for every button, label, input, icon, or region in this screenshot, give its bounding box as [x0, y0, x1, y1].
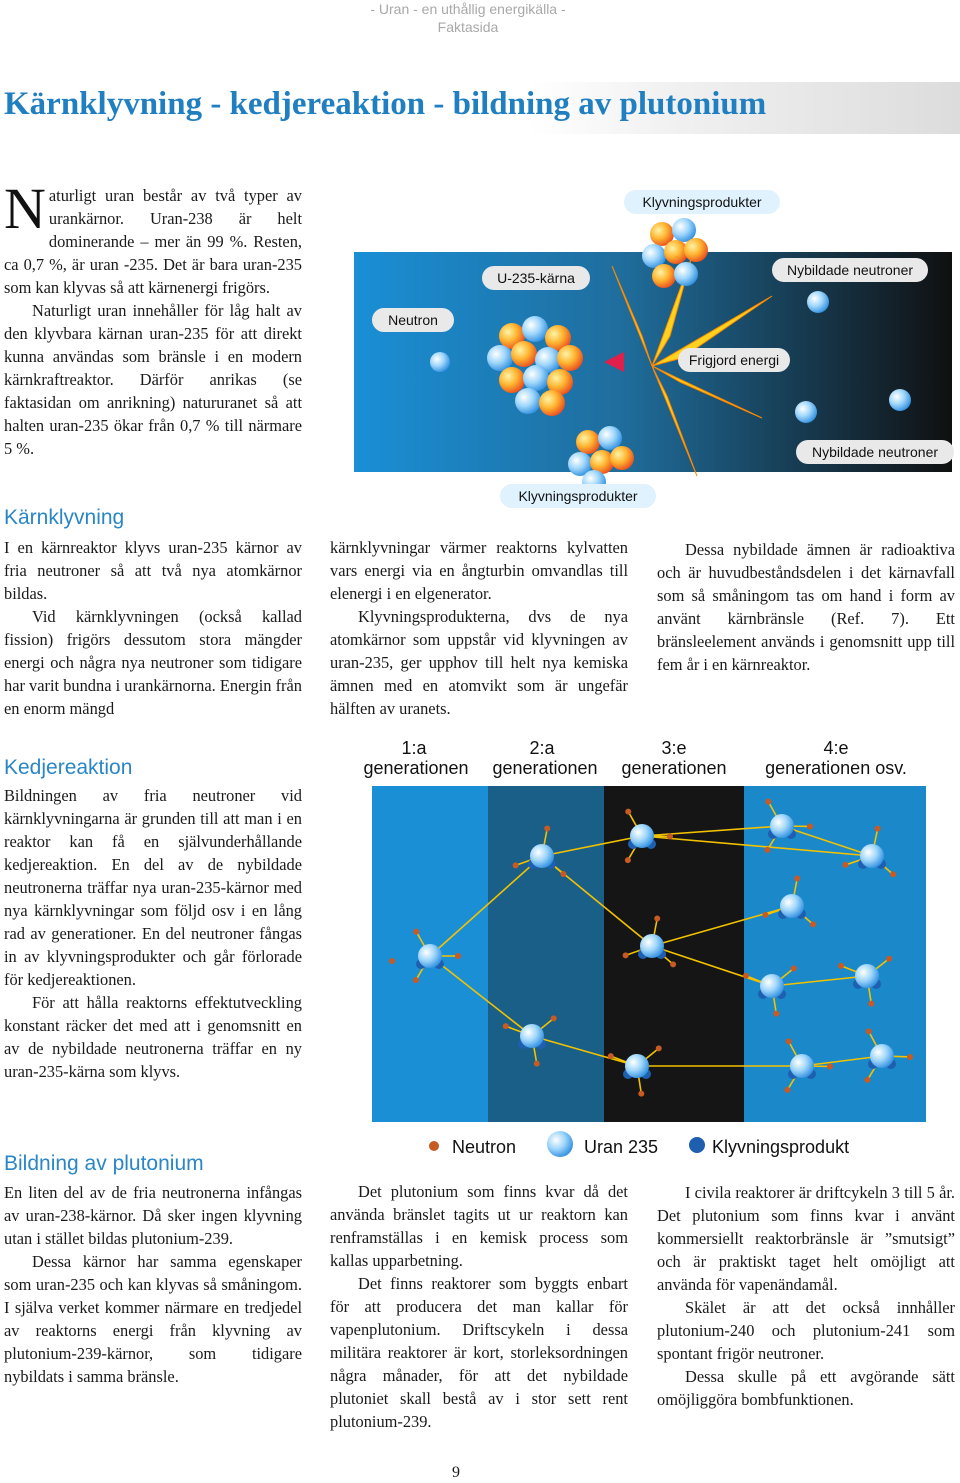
- neutron-dot: [455, 953, 461, 959]
- intro-text: [4, 176, 302, 460]
- neutron-dot: [907, 1054, 913, 1060]
- label-products-bottom: Klyvningsprodukter: [518, 488, 638, 504]
- new-neutron: [795, 401, 817, 423]
- neutron-dot: [551, 1015, 557, 1021]
- karnklyvning-col3: [657, 538, 955, 676]
- kedjereaktion-p1: Bildningen av fria neutroner vid kärnklyvningarna är grunden till att man i en reaktor kan få en självunderhållande kedjereaktion. En del av de nybildade neutronerna träffar nya uran-235-kärnor med nya kärnklyvningar som följd osv i en lång rad av generationer. En del neutroner fångas in av klyvningsprodukter och går förlorade för kedjereaktionen.: [4, 786, 302, 989]
- neutron-dot: [807, 823, 813, 829]
- neutron-dot: [560, 871, 566, 877]
- page-number: 9: [452, 1464, 460, 1481]
- neutron-dot: [608, 1053, 614, 1059]
- neutron-dot: [389, 958, 395, 964]
- neutron-dot: [762, 912, 768, 918]
- plutonium-col2-p1: Det plutonium som finns kvar då det använda bränslet tagits ut ur reaktorn kan renframställas i en kemisk process som kallas upparbetning.: [330, 1182, 628, 1270]
- uranium-nucleus: [625, 1054, 649, 1078]
- uranium-nucleus: [870, 1044, 894, 1068]
- plutonium-col3: [657, 1181, 955, 1411]
- neutron-dot: [784, 1087, 790, 1093]
- karnklyvning-col1: [4, 536, 302, 720]
- label-neutron: Neutron: [388, 312, 438, 328]
- running-header-line2: Faktasida: [437, 19, 499, 35]
- neutron-dot: [886, 956, 892, 962]
- uranium-nucleus: [855, 964, 879, 988]
- neutron-dot: [794, 875, 800, 881]
- neutron-dot: [413, 929, 419, 935]
- chain-reaction-diagram: [352, 736, 960, 1166]
- uranium-nucleus: [770, 814, 794, 838]
- plutonium-col1: [4, 1181, 302, 1388]
- karnklyvning-col1-p1: I en kärnreaktor klyvs uran-235 kärnor av fria neutroner så att två nya atomkärnor bildas.: [4, 538, 302, 603]
- neutron-dot: [513, 862, 519, 868]
- uranium-nucleus: [790, 1054, 814, 1078]
- kedjereaktion-text: [4, 784, 302, 1083]
- gen3-num: 3:e: [661, 738, 687, 758]
- legend: [429, 1131, 849, 1157]
- label-products-top: Klyvningsprodukter: [642, 194, 762, 210]
- running-header: [348, 0, 588, 36]
- neutron-dot: [868, 1001, 874, 1007]
- intro-paragraph-2: Naturligt uran innehåller för låg halt av den klyvbara kärnan uran-235 för att direkt kunna användas som bränsle i en modern kärnkraftreaktor. Därför anrikas (se faktasidan om anrikning) natururanet så att halten uran-235 ökar från 0,7 % till närmare 5 %.: [4, 301, 302, 458]
- fission-diagram: [352, 186, 960, 516]
- uranium-nucleus: [780, 894, 804, 918]
- generation-headers: [363, 738, 906, 778]
- neutron-dot: [743, 973, 749, 979]
- uranium-nucleus: [630, 824, 654, 848]
- legend-produkt-icon: [689, 1137, 705, 1153]
- heading-plutonium: Bildning av plutonium: [4, 1152, 204, 1175]
- karnklyvning-col3-p1: Dessa nybildade ämnen är radioaktiva och är huvudbeståndsdelen i det kärnavfall som så småningom tas om hand i form av använt kärnbränsle (Ref. 7). Ett bränsleelement används i genomsnitt upp till fem år i en kärnreaktor.: [657, 540, 955, 674]
- gen3-label: generationen: [621, 758, 727, 778]
- neutron-dot: [623, 952, 629, 958]
- neutron-dot: [890, 871, 896, 877]
- gen4-label: generationen osv.: [765, 758, 907, 778]
- neutron-dot: [638, 1091, 644, 1097]
- neutron-dot: [654, 915, 660, 921]
- legend-uran-icon: [547, 1131, 573, 1157]
- legend-neutron-label: Neutron: [452, 1137, 517, 1157]
- gen2-label: generationen: [492, 758, 598, 778]
- neutron-dot: [827, 1063, 833, 1069]
- gen4-num: 4:e: [823, 738, 849, 758]
- neutron-dot: [791, 965, 797, 971]
- karnklyvning-col1-p2: Vid kärnklyvningen (också kallad fission) frigörs dessutom stora mängder energi och några nya neutroner som tidigare har varit bundna i urankärnorna. Energin från en enorm mängd: [4, 607, 302, 718]
- uranium-nucleus: [530, 844, 554, 868]
- plutonium-col3-p2: Skälet är att det också innhåller plutonium-240 och plutonium-241 som spontant frigör neutroner.: [657, 1298, 955, 1363]
- neutron-dot: [786, 1038, 792, 1044]
- plutonium-col1-p2: Dessa kärnor har samma egenskaper som uran-235 och kan klyvas så småningom. I själva verket kommer närmare en tredjedel av reaktorns energi från klyvning av plutonium-239-kärnor, som tidigare nybildats i samma bränsle.: [4, 1252, 302, 1386]
- neutron-dot: [864, 1077, 870, 1083]
- page-title: Kärnklyvning - kedjereaktion - bildning av plutonium: [4, 86, 767, 122]
- karnklyvning-col2-p2: Klyvningsprodukterna, dvs de nya atomkärnor som uppstår vid klyvningen av uran-235, ger upphov till helt nya kemiska ämnen med en atomvikt som är ungefär hälften av uranets.: [330, 607, 628, 718]
- neutron-dot: [838, 963, 844, 969]
- label-u235: U-235-kärna: [497, 270, 575, 286]
- drop-cap: N: [4, 176, 46, 241]
- neutron-dot: [670, 961, 676, 967]
- neutron-dot: [765, 799, 771, 805]
- uranium-nucleus: [418, 944, 442, 968]
- neutron-dot: [656, 1045, 662, 1051]
- heading-karnklyvning: Kärnklyvning: [4, 506, 125, 529]
- new-neutron: [889, 389, 911, 411]
- uranium-nucleus: [520, 1024, 544, 1048]
- heading-kedjereaktion: Kedjereaktion: [4, 756, 133, 779]
- label-new-neutrons-top: Nybildade neutroner: [786, 262, 914, 278]
- intro-paragraph-1: [4, 176, 302, 299]
- karnklyvning-col2: [330, 536, 628, 720]
- uranium-nucleus: [860, 844, 884, 868]
- neutron-dot: [625, 857, 631, 863]
- legend-produkt-label: Klyvningsprodukt: [712, 1137, 850, 1157]
- label-new-neutrons-bottom: Nybildade neutroner: [811, 444, 939, 460]
- uranium-nucleus: [640, 934, 664, 958]
- gen2-num: 2:a: [529, 738, 555, 758]
- neutron-dot: [773, 1011, 779, 1017]
- neutron-dot: [810, 921, 816, 927]
- intro-p1-text: aturligt uran består av två typer av urankärnor. Uran-238 är helt dominerande – mer än 99 %. Resten, ca 0,7 %, är uran -235. Det är bara uran-235 som kan klyvas så att kärnenergi frigörs.: [4, 186, 302, 297]
- plutonium-col1-p1: En liten del av de fria neutronerna infångas av uran-238-kärnor. Då sker ingen klyvning utan i stället bildas plutonium-239.: [4, 1183, 302, 1248]
- neutron-dot: [875, 826, 881, 832]
- neutron-dot: [625, 809, 631, 815]
- label-energy: Frigjord energi: [688, 352, 780, 368]
- gen1-label: generationen: [363, 758, 469, 778]
- gen1-num: 1:a: [401, 738, 427, 758]
- neutron-dot: [413, 977, 419, 983]
- neutron-dot: [667, 833, 673, 839]
- legend-neutron-icon: [429, 1141, 439, 1151]
- karnklyvning-col2-p1: kärnklyvningar värmer reaktorns kylvatten vars energi via en ångturbin omvandlas till elenergi i en elgenerator.: [330, 538, 628, 603]
- legend-uran-label: Uran 235: [584, 1137, 659, 1157]
- neutron-dot: [866, 1028, 872, 1034]
- kedjereaktion-p2: För att hålla reaktorns effektutveckling konstant räcker det med att i genomsnitt en av de nybildade neutronerna träffar en ny uran-235-kärna som klyvs.: [4, 993, 302, 1081]
- neutron-dot: [534, 1061, 540, 1067]
- plutonium-col2-p2: Det finns reaktorer som byggts enbart för att producera det man kallar för vapenplutonium. Driftscykeln i dessa militära reaktorer är kort, storleksordningen några månader, för att det nybildade plutoniet skall bestå av i stor sett rent plutonium-239.: [330, 1274, 628, 1431]
- neutron-dot: [544, 825, 550, 831]
- running-header-line1: - Uran - en uthållig energikälla -: [370, 1, 566, 17]
- new-neutron: [807, 291, 829, 313]
- plutonium-col3-p3: Dessa skulle på ett avgörande sätt omöjliggöra bombfunktionen.: [657, 1367, 955, 1409]
- neutron-dot: [503, 1023, 509, 1029]
- uranium-nucleus: [760, 974, 784, 998]
- neutron-dot: [764, 847, 770, 853]
- incoming-neutron: [430, 352, 450, 372]
- plutonium-col2: [330, 1180, 628, 1433]
- neutron-dot: [842, 862, 848, 868]
- plutonium-col3-p1: I civila reaktorer är driftcykeln 3 till 5 år. Det plutonium som finns kvar i använt kommersiellt reaktorbränsle är ”smutsigt” och är praktiskt taget helt omöjligt att använda för vapenändamål.: [657, 1183, 955, 1294]
